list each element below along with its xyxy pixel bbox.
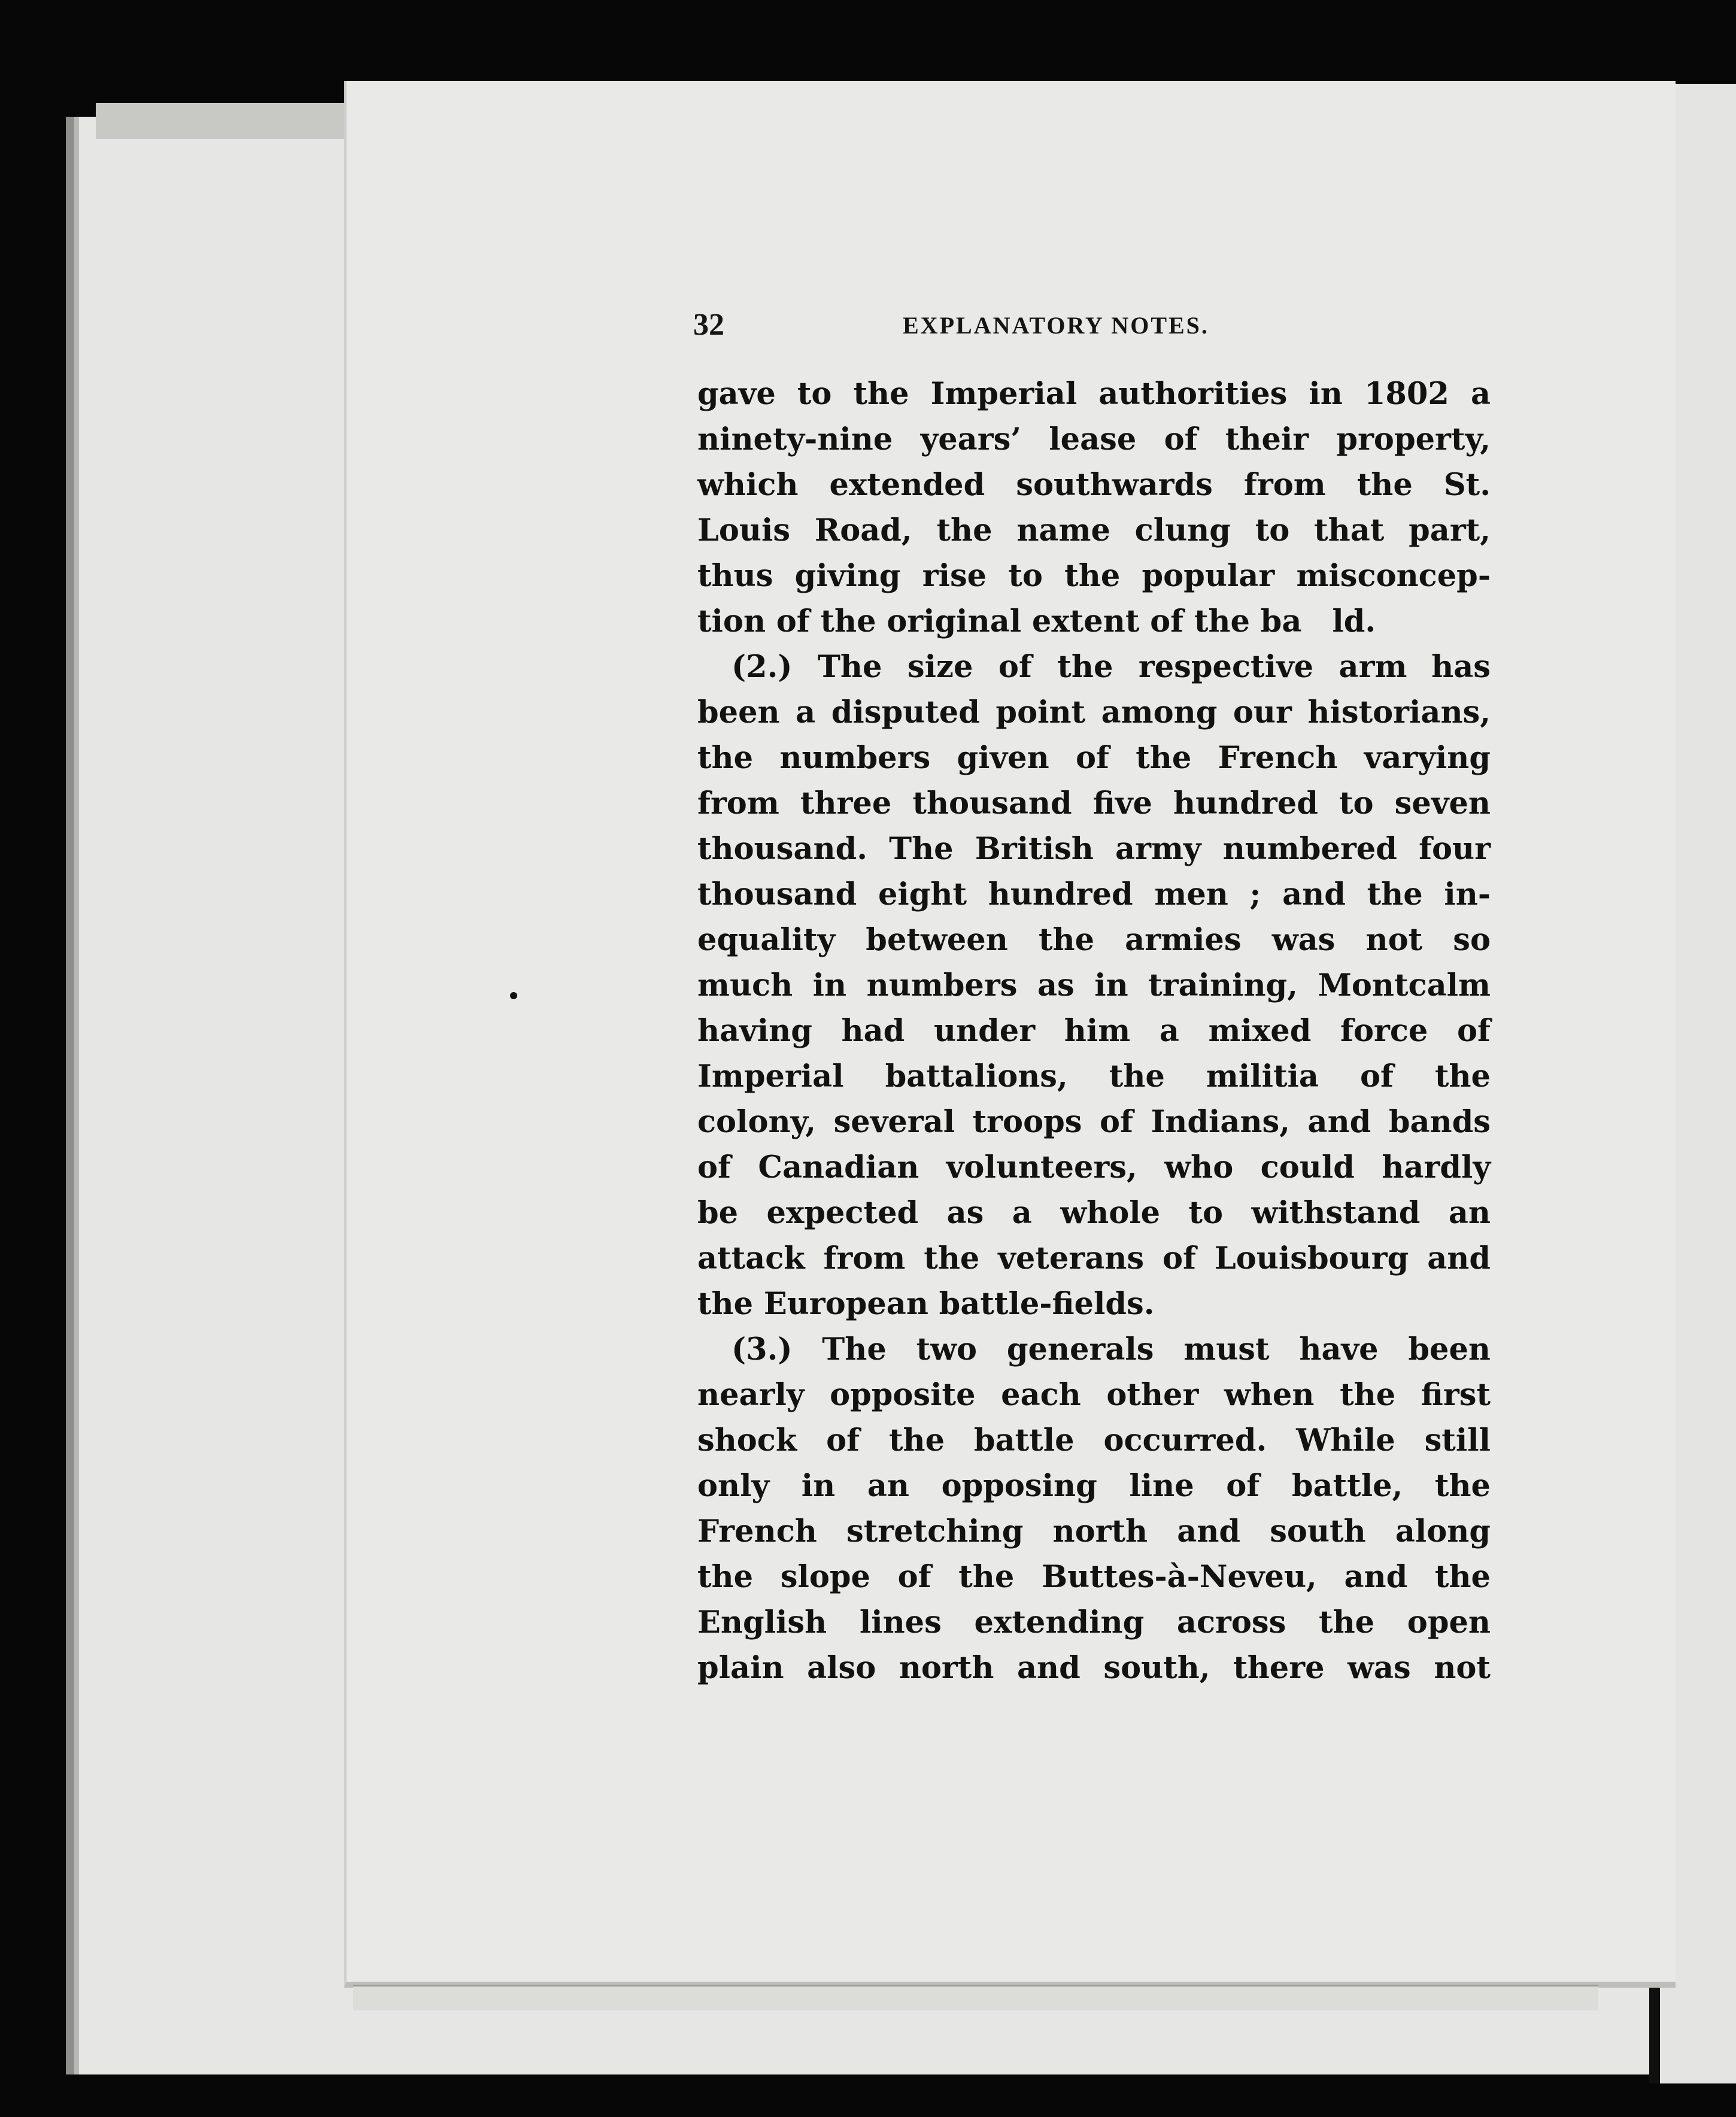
text-line: nearly opposite each other when the first [697, 1377, 1491, 1413]
text-line: be expected as a whole to withstand an [697, 1195, 1491, 1231]
text-line: thousand eight hundred men ; and the in- [697, 876, 1491, 912]
text-line: equality between the armies was not so [697, 922, 1491, 958]
body-text [697, 371, 1491, 1691]
running-head: EXPLANATORY NOTES. [903, 312, 1209, 339]
page-bottom-edge [353, 1985, 1598, 2010]
back-page-top-edge [96, 103, 347, 139]
text-line: Imperial battalions, the militia of the [697, 1058, 1491, 1094]
text-line: from three thousand five hundred to seven [697, 785, 1491, 821]
text-line: much in numbers as in training, Montcalm [697, 967, 1491, 1003]
text-line: the numbers given of the French varying [697, 740, 1491, 776]
text-line: thus giving rise to the popular misconcep- [697, 558, 1491, 594]
text-line: the European battle-fields. [697, 1286, 1155, 1322]
text-line: ninety-nine years’ lease of their property, [697, 421, 1491, 457]
text-line: shock of the battle occurred. While still [697, 1423, 1491, 1458]
text-line: attack from the veterans of Louisbourg and [697, 1241, 1491, 1276]
ink-speck [510, 992, 517, 999]
text-line: only in an opposing line of battle, the [697, 1468, 1491, 1504]
page-header [693, 308, 1277, 344]
text-line: which extended southwards from the St. [697, 467, 1491, 503]
text-line: of Canadian volunteers, who could hardly [697, 1150, 1491, 1185]
text-line: Louis Road, the name clung to that part, [697, 512, 1491, 548]
text-line: tion of the original extent of the ba ld. [697, 603, 1376, 639]
text-line: thousand. The British army numbered four [697, 831, 1491, 867]
paragraph-start-line: (3.) The two generals must have been [732, 1332, 1491, 1367]
text-line: colony, several troops of Indians, and bands [697, 1104, 1491, 1140]
text-line: English lines extending across the open [697, 1605, 1491, 1640]
text-line: having had under him a mixed force of [697, 1013, 1491, 1049]
page-number: 32 [693, 308, 724, 342]
text-line: French stretching north and south along [697, 1514, 1491, 1549]
text-line: plain also north and south, there was not [697, 1650, 1491, 1686]
text-line: the slope of the Buttes-à-Neveu, and the [697, 1559, 1491, 1595]
paragraph-start-line: (2.) The size of the respective arm has [732, 649, 1491, 685]
text-line: been a disputed point among our historians, [697, 694, 1491, 730]
text-line: gave to the Imperial authorities in 1802 a [697, 376, 1491, 412]
